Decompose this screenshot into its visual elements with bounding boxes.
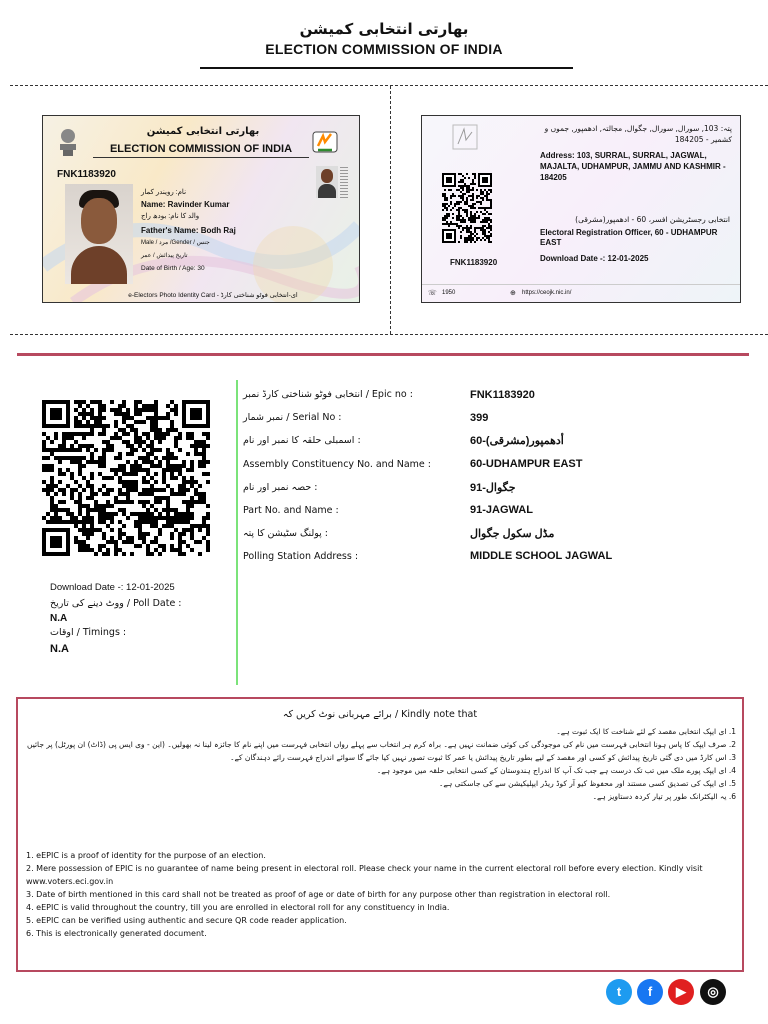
card-title-underline [93, 157, 309, 158]
poll-date-value: N.A [50, 613, 68, 624]
detail-label: نمبر شمار / Serial No : [243, 412, 342, 423]
header-title: ELECTION COMMISSION OF INDIA [265, 41, 503, 57]
timings-value: N.A [50, 643, 69, 655]
cut-line-top [10, 85, 768, 86]
note-item: 4. eEPIC is valid throughout the country, till you are enrolled in electoral roll for any constituency in India. [26, 903, 450, 912]
cut-line-middle [390, 86, 391, 334]
note-urdu-item: 3. اس کارڈ میں دی گئی تاریخ پیدائش کو کسی اور مقصد کے لیے بطور تاریخ پیدائش یا عمر کا ثبوت تصور نہیں کیا جائے گا سوائے اندراج فہرست رائے دہندگان کے۔ [230, 753, 736, 762]
dob-urdu: تاریخ پیدائش / عمر [141, 253, 188, 259]
detail-separator [236, 380, 238, 685]
notes-title: برائے مہربانی نوٹ کریں کہ / Kindly note that [282, 709, 478, 720]
hologram-icon [452, 124, 478, 150]
detail-label: Polling Station Address : [243, 551, 359, 562]
detail-value: 91-JAGWAL [470, 504, 533, 516]
card-qr-code[interactable] [442, 173, 492, 243]
header-title-urdu: بھارتی انتخابی کمیشن [299, 20, 469, 38]
instagram-icon[interactable]: ◎ [700, 979, 726, 1005]
eci-logo-icon [311, 128, 339, 156]
notes-urdu [26, 725, 736, 803]
detail-label: انتخابی فوٹو شناختی کارڈ نمبر / Epic no : [243, 389, 413, 400]
website-link[interactable]: https://ceojk.nic.in/ [522, 290, 572, 296]
emblem-icon [57, 124, 79, 158]
detail-label: Part No. and Name : [243, 505, 339, 516]
note-item: 3. Date of birth mentioned in this card shall not be treated as proof of age or date of birth for any purpose other than registration in electoral roll. [26, 890, 611, 899]
youtube-icon[interactable]: ▶ [668, 979, 694, 1005]
poll-date-label: ووٹ دینے کی تاریخ / Poll Date : [50, 598, 182, 609]
father-name: Father's Name: Bodh Raj [141, 226, 236, 235]
detail-value: FNK1183920 [470, 389, 535, 401]
ghost-photo [316, 166, 338, 198]
qr-code[interactable] [42, 400, 210, 556]
voter-photo [65, 184, 133, 284]
note-item: 6. This is electronically generated document. [26, 929, 207, 938]
card-title-urdu: بھارتی انتخابی کمیشن [146, 126, 260, 137]
phone-icon: ☏ [428, 290, 437, 297]
back-download-date: Download Date -: 12-01-2025 [540, 254, 649, 263]
cut-line-bottom [10, 334, 768, 335]
timings-label: اوقات / Timings : [50, 627, 127, 638]
detail-value: مڈل سکول جگوال [470, 528, 555, 540]
note-urdu-item: 6. یہ الیکٹرانک طور پر تیار کردہ دستاویز ہے۔ [592, 792, 736, 801]
epic-card-front [42, 115, 360, 303]
address: Address: 103, SURRAL, SURRAL, JAGWAL, MAJALTA, UDHAMPUR, JAMMU AND KASHMIR - 184205 [540, 151, 726, 182]
download-date: Download Date -: 12-01-2025 [50, 582, 175, 593]
header-underline [200, 67, 573, 69]
date-of-birth: Date of Birth / Age: 30 [141, 265, 205, 272]
detail-value: 60-UDHAMPUR EAST [470, 458, 583, 470]
back-footer-divider [422, 284, 740, 285]
name: Name: Ravinder Kumar [141, 200, 230, 209]
globe-icon: ⊕ [510, 290, 516, 297]
name-urdu: نام: رویندر کمار [141, 189, 187, 196]
note-urdu-item: 5. ای ایپک کی تصدیق کسی مستند اور محفوظ کیو آر کوڈ ریڈر ایپلیکیشن سے کی جاسکتی ہے۔ [439, 779, 736, 788]
note-urdu-item: 2. صرف ایپک کا پاس ہونا انتخابی فہرست میں نام کی موجودگی کی کوئی ضمانت نہیں ہے۔ براہ کرم ہر انتخاب سے پہلے رواں انتخابی فہرست میں اپنے نام کا جائزہ لینا نہ بھولیں۔ (این - وی ایس پی (ڈاٹ) ان پورٹل) پر جائیں [27, 740, 736, 749]
father-name-urdu: والد کا نام: بودھ راج [141, 213, 200, 220]
detail-label: Assembly Constituency No. and Name : [243, 459, 431, 470]
microtext-strip [340, 166, 348, 198]
card-footer: e-Electors Photo Identity Card - ای-انتخابی فوٹو شناختی کارڈ [128, 292, 298, 299]
ero-urdu: انتخابی رجسٹریشن افسر، 60 - ادھمپور(مشرقی) [575, 215, 730, 224]
address-urdu: پتہ: 103, سورال, سورال, جگوال, مجالتہ, ادھمپور, جموں و کشمیر - 184205 [544, 124, 732, 144]
detail-label: اسمبلی حلقہ کا نمبر اور نام : [243, 435, 361, 446]
detail-value: MIDDLE SCHOOL JAGWAL [470, 550, 613, 562]
note-item: 1. eEPIC is a proof of identity for the purpose of an election. [26, 851, 266, 860]
detail-label: پولنگ سٹیشن کا پتہ : [243, 528, 329, 539]
detail-value: 60-أدھمپور(مشرقی) [470, 435, 564, 447]
helpline-number: 1950 [442, 290, 456, 296]
back-epic-number: FNK1183920 [450, 258, 498, 267]
ero: Electoral Registration Officer, 60 - UDHAMPUR EAST [540, 228, 718, 247]
twitter-icon[interactable]: t [606, 979, 632, 1005]
section-divider [17, 353, 749, 356]
detail-value: 399 [470, 412, 489, 424]
notes-box [16, 697, 744, 972]
detail-value: 91-جگوال [470, 482, 516, 494]
card-epic-number: FNK1183920 [57, 169, 116, 180]
note-item: 2. Mere possession of EPIC is no guarantee of name being present in electoral roll. Please check your name in the current electoral roll before every election. Kindly visit www.voters.eci.gov.in [26, 864, 703, 886]
notes-english [26, 849, 726, 940]
card-title: ELECTION COMMISSION OF INDIA [109, 143, 293, 155]
gender: Male / مرد /Gender / جنس [141, 240, 210, 246]
epic-card-back [421, 115, 741, 303]
detail-label: حصہ نمبر اور نام : [243, 482, 318, 493]
note-item: 5. eEPIC can be verified using authentic and secure QR code reader application. [26, 916, 347, 925]
note-urdu-item: 4. ای ایپک پورے ملک میں تب تک درست ہے جب تک آپ کا اندراج ہندوستان کے کسی انتخابی حلقہ میں موجود ہے۔ [376, 766, 736, 775]
facebook-icon[interactable]: f [637, 979, 663, 1005]
note-urdu-item: 1. ای ایپک انتخابی مقصد کے لئے شناخت کا ایک ثبوت ہے۔ [556, 727, 736, 736]
